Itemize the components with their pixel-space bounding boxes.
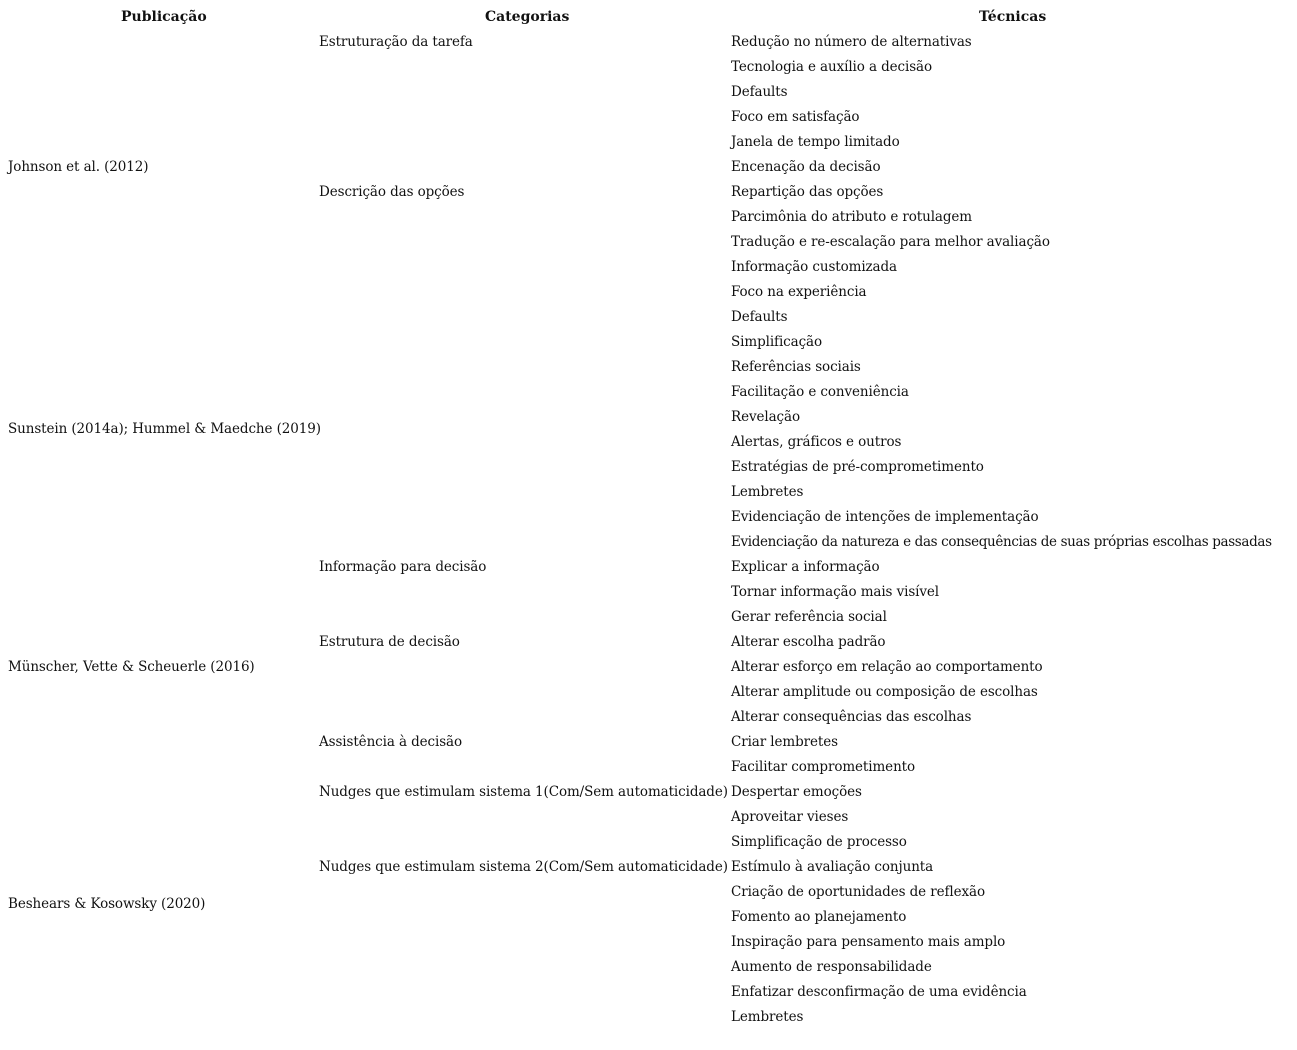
technique-cell: Repartição das opções <box>731 184 884 200</box>
category-cell: Nudges que estimulam sistema 1(Com/Sem automaticidade) <box>319 784 728 800</box>
technique-cell: Evidenciação de intenções de implementação <box>731 509 1039 525</box>
publication-cell: Sunstein (2014a); Hummel & Maedche (2019) <box>8 421 321 437</box>
category-cell: Informação para decisão <box>319 559 487 575</box>
technique-cell: Defaults <box>731 84 788 100</box>
header-publication: Publicação <box>121 9 207 25</box>
category-cell: Descrição das opções <box>319 184 465 200</box>
publication-cell: Johnson et al. (2012) <box>8 159 149 175</box>
technique-cell: Defaults <box>731 309 788 325</box>
technique-cell: Informação customizada <box>731 259 897 275</box>
technique-cell: Lembretes <box>731 1009 804 1025</box>
technique-cell: Redução no número de alternativas <box>731 34 972 50</box>
technique-cell: Lembretes <box>731 484 804 500</box>
technique-cell: Estratégias de pré-comprometimento <box>731 459 984 475</box>
technique-cell: Gerar referência social <box>731 609 887 625</box>
technique-cell: Alterar amplitude ou composição de escolhas <box>731 684 1038 700</box>
technique-cell: Estímulo à avaliação conjunta <box>731 859 934 875</box>
technique-cell: Revelação <box>731 409 800 425</box>
technique-cell: Enfatizar desconfirmação de uma evidência <box>731 984 1027 1000</box>
category-cell: Estrutura de decisão <box>319 634 460 650</box>
technique-cell: Janela de tempo limitado <box>731 134 900 150</box>
technique-cell: Alterar esforço em relação ao comportamento <box>731 659 1043 675</box>
publication-cell: Beshears & Kosowsky (2020) <box>8 896 206 912</box>
technique-cell: Tecnologia e auxílio a decisão <box>731 59 933 75</box>
technique-cell: Parcimônia do atributo e rotulagem <box>731 209 973 225</box>
technique-cell: Despertar emoções <box>731 784 862 800</box>
technique-cell: Alterar escolha padrão <box>731 634 886 650</box>
technique-cell: Facilitação e conveniência <box>731 384 909 400</box>
technique-cell: Alertas, gráficos e outros <box>731 434 902 450</box>
category-cell: Assistência à decisão <box>319 734 463 750</box>
header-techniques: Técnicas <box>979 9 1047 25</box>
publication-cell: Münscher, Vette & Scheuerle (2016) <box>8 659 255 675</box>
technique-cell: Tradução e re-escalação para melhor avaliação <box>731 234 1050 250</box>
technique-cell: Fomento ao planejamento <box>731 909 907 925</box>
technique-cell: Foco em satisfação <box>731 109 860 125</box>
technique-cell: Simplificação de processo <box>731 834 907 850</box>
header-categories: Categorias <box>485 9 570 25</box>
technique-cell: Foco na experiência <box>731 284 867 300</box>
technique-cell: Simplificação <box>731 334 823 350</box>
technique-cell: Criação de oportunidades de reflexão <box>731 884 985 900</box>
technique-cell: Tornar informação mais visível <box>731 584 940 600</box>
technique-cell: Criar lembretes <box>731 734 838 750</box>
technique-cell: Alterar consequências das escolhas <box>731 709 972 725</box>
technique-cell: Facilitar comprometimento <box>731 759 916 775</box>
technique-cell: Inspiração para pensamento mais amplo <box>731 934 1006 950</box>
technique-cell: Referências sociais <box>731 359 861 375</box>
technique-cell: Encenação da decisão <box>731 159 881 175</box>
technique-cell: Aproveitar vieses <box>731 809 849 825</box>
technique-cell: Explicar a informação <box>731 559 880 575</box>
category-cell: Estruturação da tarefa <box>319 34 473 50</box>
technique-cell: Evidenciação da natureza e das consequências de suas próprias escolhas passadas <box>731 534 1272 550</box>
technique-cell: Aumento de responsabilidade <box>731 959 932 975</box>
category-cell: Nudges que estimulam sistema 2(Com/Sem automaticidade) <box>319 859 728 875</box>
